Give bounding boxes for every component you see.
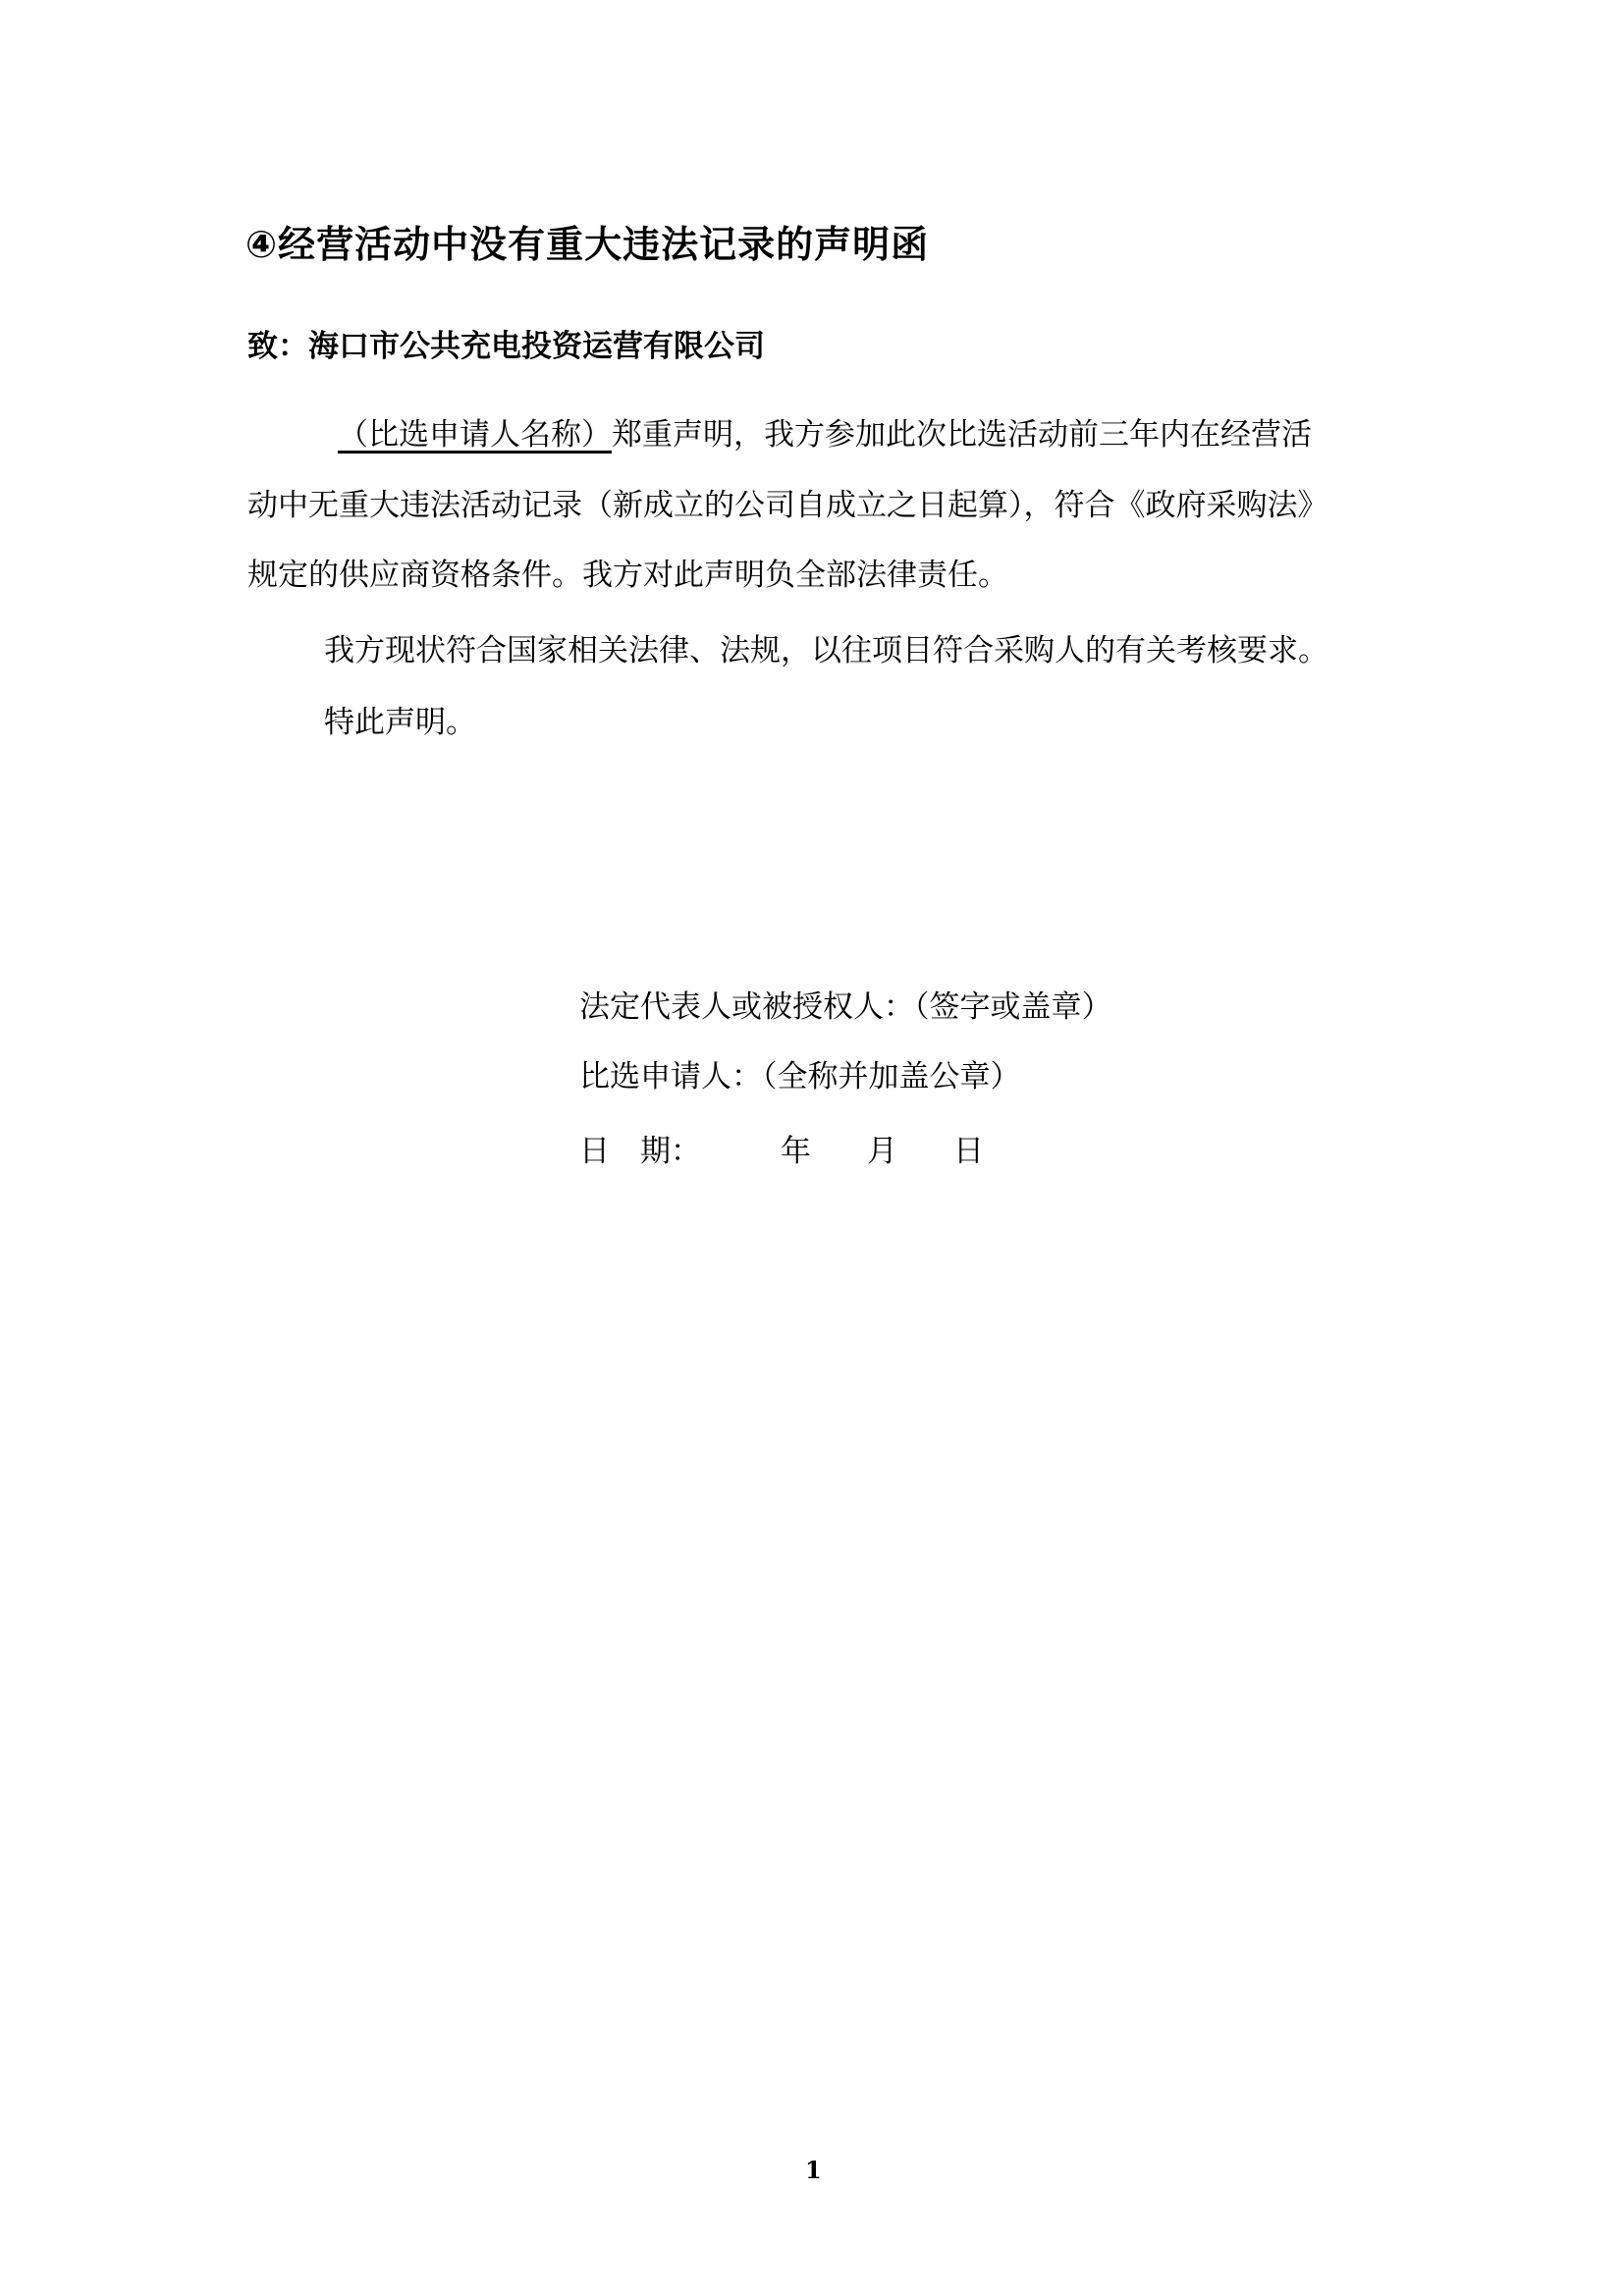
date-line — [579, 1126, 984, 1170]
legal-representative-signature: 法定代表人或被授权人：（签字或盖章） — [579, 989, 1112, 1025]
closing-statement: 特此声明。 — [324, 705, 476, 740]
document-title: ④经营活动中没有重大违法记录的声明函 — [245, 223, 930, 266]
applicant-seal: 比选申请人：（全称并加盖公章） — [579, 1059, 1021, 1095]
declaration-line-2: 动中无重大违法活动记录（新成立的公司自成立之日起算），符合《政府采购法》 — [247, 488, 1328, 523]
date-day: 日 — [953, 1134, 984, 1169]
date-year: 年 — [781, 1134, 811, 1169]
recipient-line: 致：海口市公共充电投资运营有限公司 — [247, 329, 765, 364]
declaration-line-1 — [247, 409, 1386, 454]
declaration-line-1-text: 郑重声明，我方参加此次比选活动前三年内在经营活 — [612, 417, 1312, 453]
date-label: 日 期： — [579, 1134, 701, 1169]
date-month: 月 — [867, 1134, 897, 1169]
compliance-statement: 我方现状符合国家相关法律、法规，以往项目符合采购人的有关考核要求。 — [324, 633, 1328, 668]
declaration-line-3: 规定的供应商资格条件。我方对此声明负全部法律责任。 — [247, 558, 1008, 593]
applicant-name-placeholder: （比选申请人名称） — [338, 417, 612, 453]
page-number: 1 — [805, 2156, 822, 2184]
